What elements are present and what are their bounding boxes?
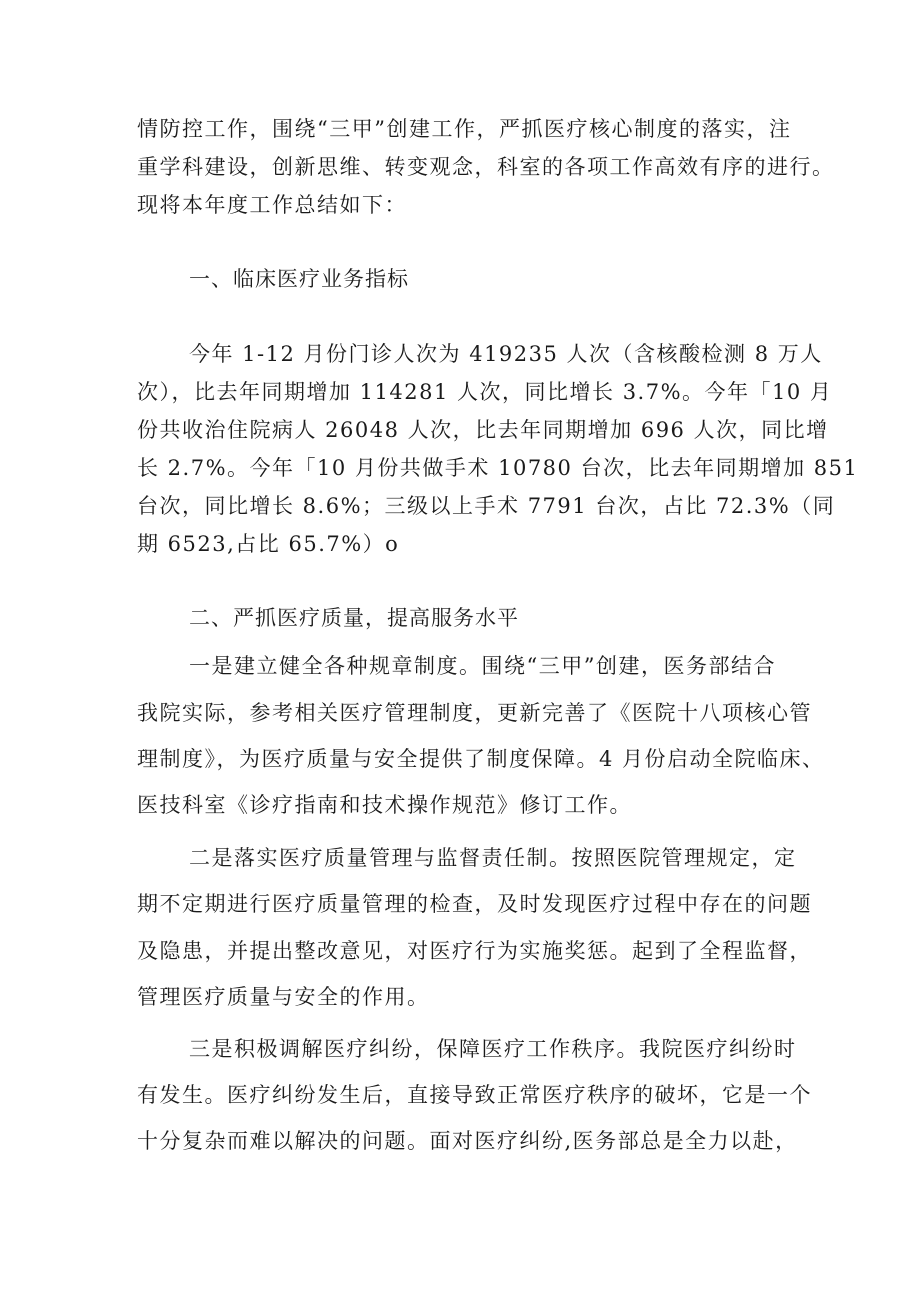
section-2-para-3-line-2: 有发生。医疗纠纷发生后，直接导致正常医疗秩序的破坏，它是一个 bbox=[137, 1083, 812, 1107]
section-2-para-2-line-3: 及隐患，并提出整改意见，对医疗行为实施奖惩。起到了全程监督， bbox=[137, 939, 812, 963]
section-2-heading: 二、严抓医疗质量，提高服务水平 bbox=[189, 606, 519, 630]
section-1-line-6: 期 6523,占比 65.7%）o bbox=[137, 532, 400, 556]
intro-line-2: 重学科建设，创新思维、转变观念，科室的各项工作高效有序的进行。 bbox=[137, 155, 835, 179]
section-1-line-5: 台次，同比增长 8.6%；三级以上手术 7791 台次，占比 72.3%（同 bbox=[137, 494, 836, 518]
section-1-line-4: 长 2.7%。今年「10 月份共做手术 10780 台次，比去年同期增加 851 bbox=[137, 456, 859, 480]
intro-line-3: 现将本年度工作总结如下： bbox=[137, 193, 407, 217]
section-1-heading: 一、临床医疗业务指标 bbox=[189, 267, 409, 291]
intro-line-1: 情防控工作，围绕“三甲”创建工作，严抓医疗核心制度的落实，注 bbox=[137, 117, 792, 141]
section-2-para-1-line-2: 我院实际，参考相关医疗管理制度，更新完善了《医院十八项核心管 bbox=[137, 701, 812, 725]
section-2-para-1-line-4: 医技科室《诊疗指南和技术操作规范》修订工作。 bbox=[137, 793, 632, 817]
section-1-line-2: 次），比去年同期增加 114281 人次，同比增长 3.7%。今年「10 月 bbox=[137, 380, 833, 404]
section-2-para-2-line-1: 二是落实医疗质量管理与监督责任制。按照医院管理规定，定 bbox=[189, 846, 797, 870]
section-2-para-1-line-1: 一是建立健全各种规章制度。围绕“三甲”创建，医务部结合 bbox=[189, 654, 776, 678]
section-2-para-3-line-3: 十分复杂而难以解决的问题。面对医疗纠纷,医务部总是全力以赴， bbox=[137, 1129, 798, 1153]
section-2-para-1-line-3: 理制度》，为医疗质量与安全提供了制度保障。4 月份启动全院临床、 bbox=[137, 747, 825, 771]
section-2-para-3-line-1: 三是积极调解医疗纠纷，保障医疗工作秩序。我院医疗纠纷时 bbox=[189, 1037, 797, 1061]
section-2-para-2-line-4: 管理医疗质量与安全的作用。 bbox=[137, 985, 430, 1009]
section-1-line-3: 份共收治住院病人 26048 人次，比去年同期增加 696 人次，同比增 bbox=[137, 418, 829, 442]
section-1-line-1: 今年 1-12 月份门诊人次为 419235 人次（含核酸检测 8 万人 bbox=[189, 342, 823, 366]
section-2-para-2-line-2: 期不定期进行医疗质量管理的检查，及时发现医疗过程中存在的问题 bbox=[137, 892, 812, 916]
